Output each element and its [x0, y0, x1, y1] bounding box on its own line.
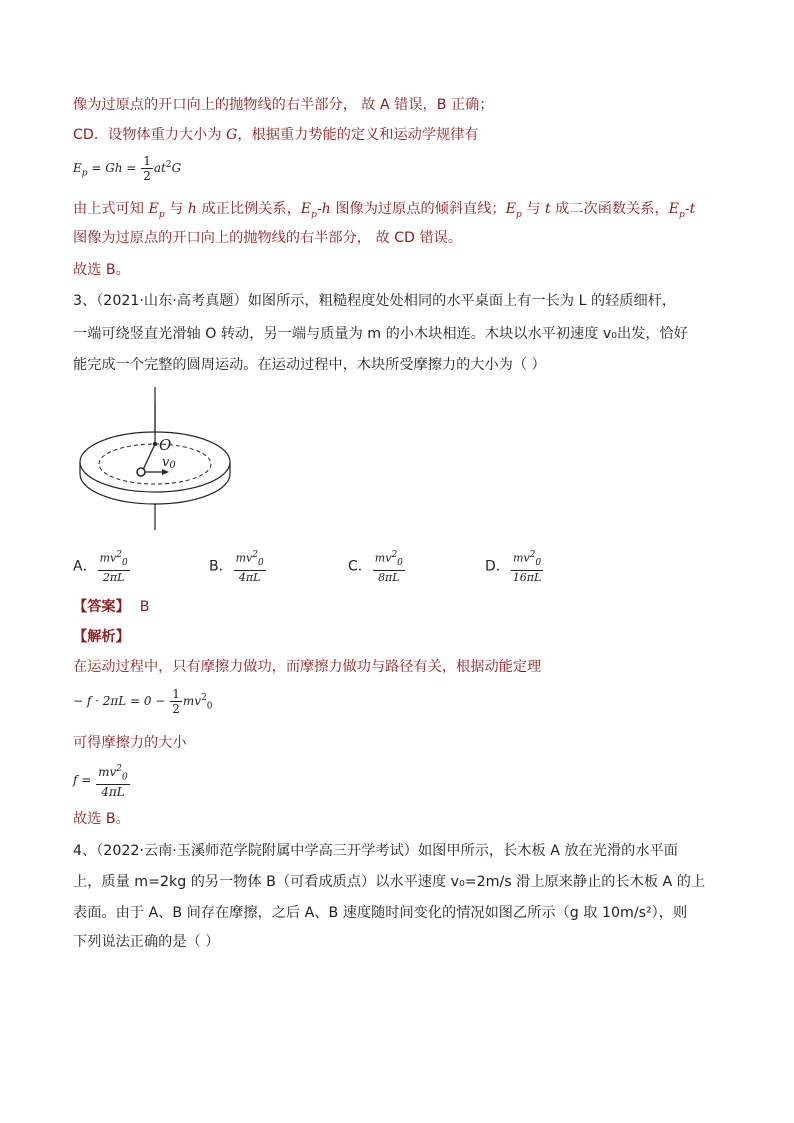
q2-potential-energy-equation: $E_p = Gh$ = $\frac{1}{2}$ $at^2G$ [73, 154, 182, 183]
q4-stem-line-4: 下列说法正确的是（ ） [73, 934, 220, 950]
q3-choose: 故选 B。 [73, 811, 130, 827]
q3-option-b[interactable]: B． $\frac{mv^2_0}{4\pi L}$ [209, 550, 264, 584]
q2-conclusion-detail: 由上式可知 $E_p$ 与 h 成正比例关系，$E_p-h$ 图像为过原点的倾斜直线；$E_p$ 与 t 成二次函数关系，$E_p-t$ [73, 201, 696, 220]
q3-option-d[interactable]: D． $\frac{mv^2_0}{16\pi L}$ [485, 550, 542, 584]
q2-conclusion-line: 像为过原点的开口向上的抛物线的右半部分， 故 A 错误，B 正确； [73, 97, 494, 113]
q3-stem-line-3: 能完成一个完整的圆周运动。在运动过程中，木块所受摩擦力的大小为（ ） [73, 357, 546, 373]
wood-block [137, 468, 145, 476]
q3-analysis-line-2: 可得摩擦力的大小 [73, 735, 187, 751]
q3-stem-line-2: 一端可绕竖直光滑轴 O 转动，另一端与质量为 m 的小木块相连。木块以水平初速度 v₀出发，恰好 [73, 326, 688, 342]
q3-analysis-line-1: 在运动过程中，只有摩擦力做功，而摩擦力做功与路径有关，根据动能定理 [73, 659, 542, 675]
q4-stem-line-1: 4、（2022·云南·玉溪师范学院附属中学高三开学考试）如图甲所示，长木板 A 放在光滑的水平面 [73, 843, 678, 859]
q4-stem-line-3: 表面。由于 A、B 间存在摩擦，之后 A、B 速度随时间变化的情况如图乙所示（g 取 10m/s²），则 [73, 905, 688, 921]
q3-analysis-label: 【解析】 [73, 629, 130, 645]
q3-work-energy-equation: − f · 2πL = 0 − $\frac{1}{2}$ $mv^2_0$ [73, 687, 213, 716]
fraction: $\frac{1}{2}$ [143, 154, 151, 183]
q3-answer: 【答案】 B [73, 599, 150, 615]
q3-option-a[interactable]: A． $\frac{mv^2_0}{2\pi L}$ [73, 550, 128, 584]
q2-choose: 故选 B。 [73, 262, 130, 278]
label-v: v0 [162, 455, 176, 471]
q2-cd-intro: CD．设物体重力大小为 G，根据重力势能的定义和运动学规律有 [73, 127, 479, 143]
q3-turntable-figure [70, 382, 250, 542]
q4-stem-line-2: 上，质量 m=2kg 的另一物体 B（可看成质点）以水平速度 v₀=2m/s 滑上原来静止的长木板 A 的上 [73, 874, 706, 890]
q2-conclusion-detail-2: 图像为过原点的开口向上的抛物线的右半部分， 故 CD 错误。 [73, 230, 463, 246]
q3-friction-equation: f = $\frac{mv^2_0}{4\pi L}$ [73, 764, 128, 800]
label-o: O [159, 436, 172, 454]
q3-stem-line-1: 3、（2021·山东·高考真题）如图所示，粗糙程度处处相同的水平桌面上有一长为 L 的轻质细杆， [73, 293, 677, 309]
q3-option-c[interactable]: C． $\frac{mv^2_0}{8\pi L}$ [348, 550, 403, 584]
